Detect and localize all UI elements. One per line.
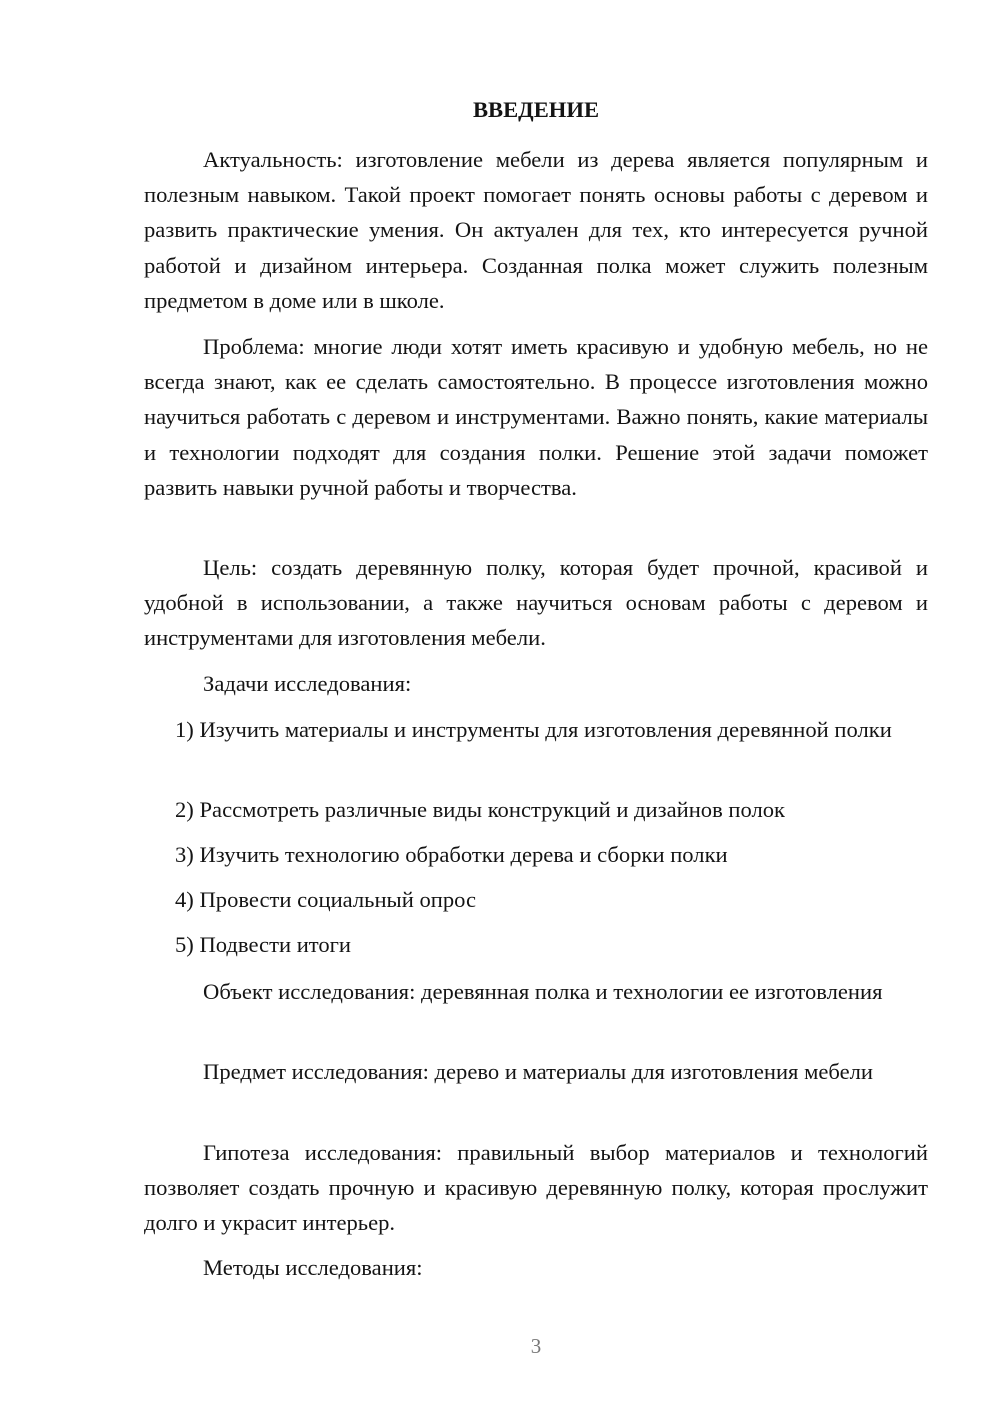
task-item-4: 4) Провести социальный опрос [175, 887, 477, 912]
relevance-paragraph: Актуальность: изготовление мебели из дерева является популярным и полезным навыком. Такой проект помогает понять основы работы с деревом и развить практические умения. Он актуален для тех, кто интересуется ручной работой и дизайном интерьера. Созданная полка может служить полезным предметом в доме или в школе. [144, 147, 928, 313]
problem-paragraph: Проблема: многие люди хотят иметь красивую и удобную мебель, но не всегда знают, как ее сделать самостоятельно. В процессе изготовления можно научиться работать с деревом и инструментами. Важно понять, какие материалы и технологии подходят для создания полки. Решение этой задачи поможет развить навыки ручной работы и творчества. [144, 334, 928, 500]
object-paragraph: Объект исследования: деревянная полка и технологии ее изготовления [203, 979, 883, 1004]
page-number: 3 [530, 1334, 542, 1358]
subject-paragraph: Предмет исследования: дерево и материалы для изготовления мебели [203, 1059, 874, 1084]
task-item-5: 5) Подвести итоги [175, 932, 352, 957]
section-title: ВВЕДЕНИЕ [472, 97, 600, 122]
tasks-heading: Задачи исследования: [203, 671, 412, 696]
task-item-2: 2) Рассмотреть различные виды конструкций и дизайнов полок [175, 797, 786, 822]
methods-heading: Методы исследования: [203, 1255, 423, 1280]
hypothesis-paragraph: Гипотеза исследования: правильный выбор материалов и технологий позволяет создать прочную и красивую деревянную полку, которая прослужит долго и украсит интерьер. [144, 1140, 928, 1236]
task-item-1: 1) Изучить материалы и инструменты для изготовления деревянной полки [175, 717, 892, 742]
goal-paragraph: Цель: создать деревянную полку, которая будет прочной, красивой и удобной в использовании, а также научиться основам работы с деревом и инструментами для изготовления мебели. [144, 555, 928, 651]
task-item-3: 3) Изучить технологию обработки дерева и сборки полки [175, 842, 728, 867]
